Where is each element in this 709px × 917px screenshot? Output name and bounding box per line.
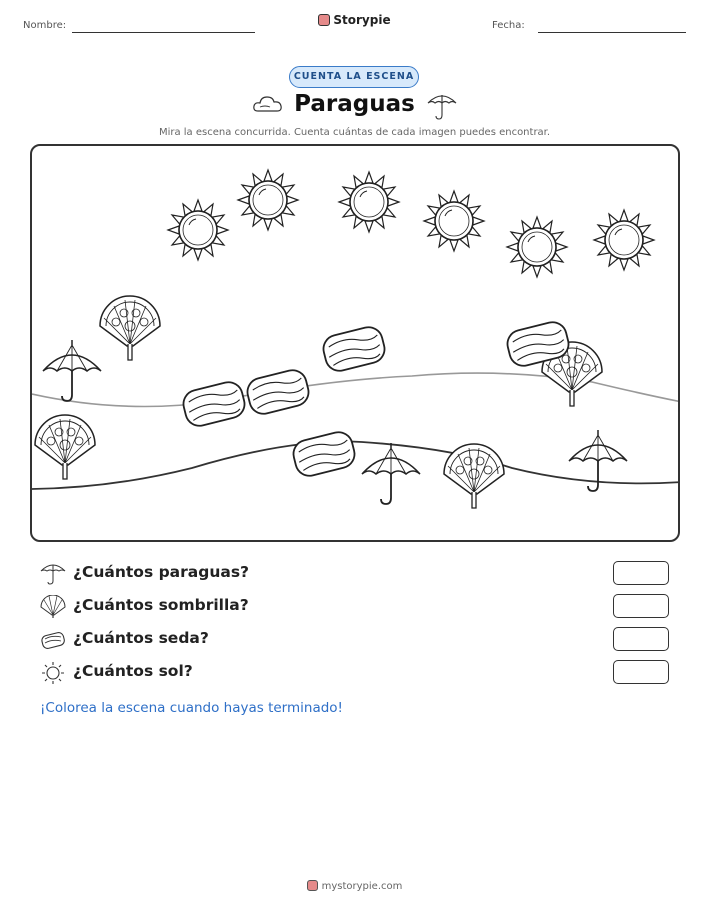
answer-box-sun[interactable] — [613, 660, 669, 684]
storypie-footer-icon — [307, 880, 318, 891]
umbrella-3 — [569, 430, 627, 491]
silk-5 — [291, 429, 358, 478]
question-text: ¿Cuántos sol? — [73, 662, 193, 680]
brand-name: Storypie — [333, 13, 391, 27]
question-silk — [40, 627, 670, 651]
question-text: ¿Cuántos sombrilla? — [73, 596, 249, 614]
sun-2 — [238, 170, 298, 230]
hand-fan-icon — [40, 595, 66, 619]
silk-2 — [245, 367, 312, 416]
date-line[interactable] — [538, 32, 686, 33]
name-line[interactable] — [72, 32, 255, 33]
question-text: ¿Cuántos paraguas? — [73, 563, 250, 581]
answer-box-silk[interactable] — [613, 627, 669, 651]
umbrella-1 — [43, 340, 101, 401]
sun-4 — [424, 191, 484, 251]
sun-icon — [40, 661, 66, 685]
fan-3 — [35, 415, 95, 479]
instructions: Mira la escena concurrida. Cuenta cuántas de cada imagen puedes encontrar. — [158, 127, 551, 138]
scene-panel[interactable] — [30, 144, 680, 542]
footer — [0, 880, 709, 892]
silk-3 — [321, 324, 388, 373]
name-label: Nombre: — [23, 20, 67, 31]
answer-box-fan[interactable] — [613, 594, 669, 618]
umbrella-title-icon — [426, 91, 458, 121]
page-title: Paraguas — [294, 91, 415, 117]
footer-url[interactable]: mystorypie.com — [321, 881, 403, 892]
question-sun — [40, 660, 670, 684]
sun-1 — [168, 200, 228, 260]
activity-badge: CUENTA LA ESCENA — [289, 66, 419, 88]
scene-drawing — [32, 146, 680, 542]
answer-box-umbrella[interactable] — [613, 561, 669, 585]
sun-5 — [507, 217, 567, 277]
fan-4 — [444, 444, 504, 508]
coloring-instruction: ¡Colorea la escena cuando hayas terminado! — [40, 700, 343, 716]
sun-6 — [594, 210, 654, 270]
question-fan — [40, 594, 670, 618]
date-label: Fecha: — [492, 20, 525, 31]
sun-3 — [339, 172, 399, 232]
silk-icon — [40, 628, 66, 652]
umbrella-icon — [40, 562, 66, 586]
question-umbrella — [40, 561, 670, 585]
storypie-icon — [318, 14, 330, 26]
umbrella-2 — [362, 443, 420, 504]
question-text: ¿Cuántos seda? — [73, 629, 209, 647]
fan-1 — [100, 296, 160, 360]
silk-1 — [181, 379, 248, 428]
brand-logo — [0, 13, 709, 27]
